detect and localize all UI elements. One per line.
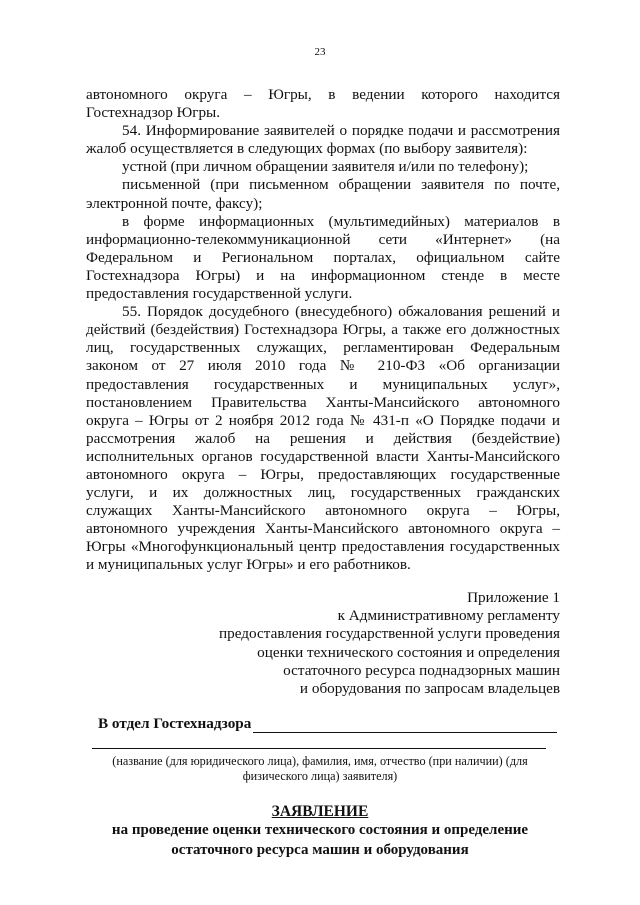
paragraph-55: 55. Порядок досудебного (внесудебного) обжалования решений и действий (бездействия) Гостехнадзора Югры, а также его должностных лиц, государственных служащих, регламентирован Федеральным законом от 27 июля 2010 года № 210-ФЗ «Об организации предоставления государственных и муниципальных услуг», постановлением Правительства Ханты-Мансийского автономного округа – Югры от 2 ноября 2012 года № 431-п «О Порядке подачи и рассмотрения жалоб на решения и действия (бездействие) исполнительных органов государственной власти Ханты-Мансийского автономного округа – Югры, предоставляющих государственные услуги, и их должностных лиц, государственных гражданских служащих Ханты-Мансийского автономного округа – Югры, автономного учреждения Ханты-Мансийского автономного округа – Югры «Многофункциональный центр предоставления государственных и муниципальных услуг Югры» и его работников. [86,303,560,574]
appendix-line: оценки технического состояния и определения [257,643,560,661]
applicant-name-blank-line[interactable] [92,748,546,749]
subtitle-line: на проведение оценки технического состояния и определение [111,822,529,838]
appendix-line: к Административному регламенту [337,607,560,625]
appendix-line: остаточного ресурса поднадзорных машин [283,661,560,679]
department-blank-line[interactable] [253,717,557,733]
paragraph-written: письменной (при письменном обращении заявителя по почте, электронной почте, факсу); [86,176,560,212]
document-body [86,86,560,575]
applicant-name-caption: (название (для юридического лица), фамилия, имя, отчество (при наличии) (для физического лица) заявителя) [112,754,528,783]
appendix-block [200,589,560,698]
paragraph-multimedia: в форме информационных (мультимедийных) материалов в информационно-телекоммуникационной сети «Интернет» (на Федеральном и Региональном порталах, официальном сайте Гостехнадзора Югры) и на информационном стенде в месте предоставления государственной услуги. [86,212,560,303]
subtitle-line: остаточного ресурса машин и оборудования [171,841,469,858]
to-department-row [98,715,552,733]
appendix-line: предоставления государственной услуги проведения [219,625,560,643]
paragraph-54: 54. Информирование заявителей о порядке подачи и рассмотрения жалоб осуществляется в следующих формах (по выбору заявителя): [86,122,560,158]
appendix-line: и оборудования по запросам владельцев [299,680,560,698]
document-title: ЗАЯВЛЕНИЕ [271,803,369,820]
page-number: 23 [314,46,326,58]
paragraph-oral: устной (при личном обращении заявителя и/или по телефону); [122,158,529,176]
appendix-line: Приложение 1 [467,589,560,606]
document-subtitle [0,821,640,860]
paragraph: автономного округа – Югры, в ведении которого находится Гостехнадзор Югры. [86,86,560,122]
to-department-label: В отдел Гостехнадзора [98,715,252,732]
